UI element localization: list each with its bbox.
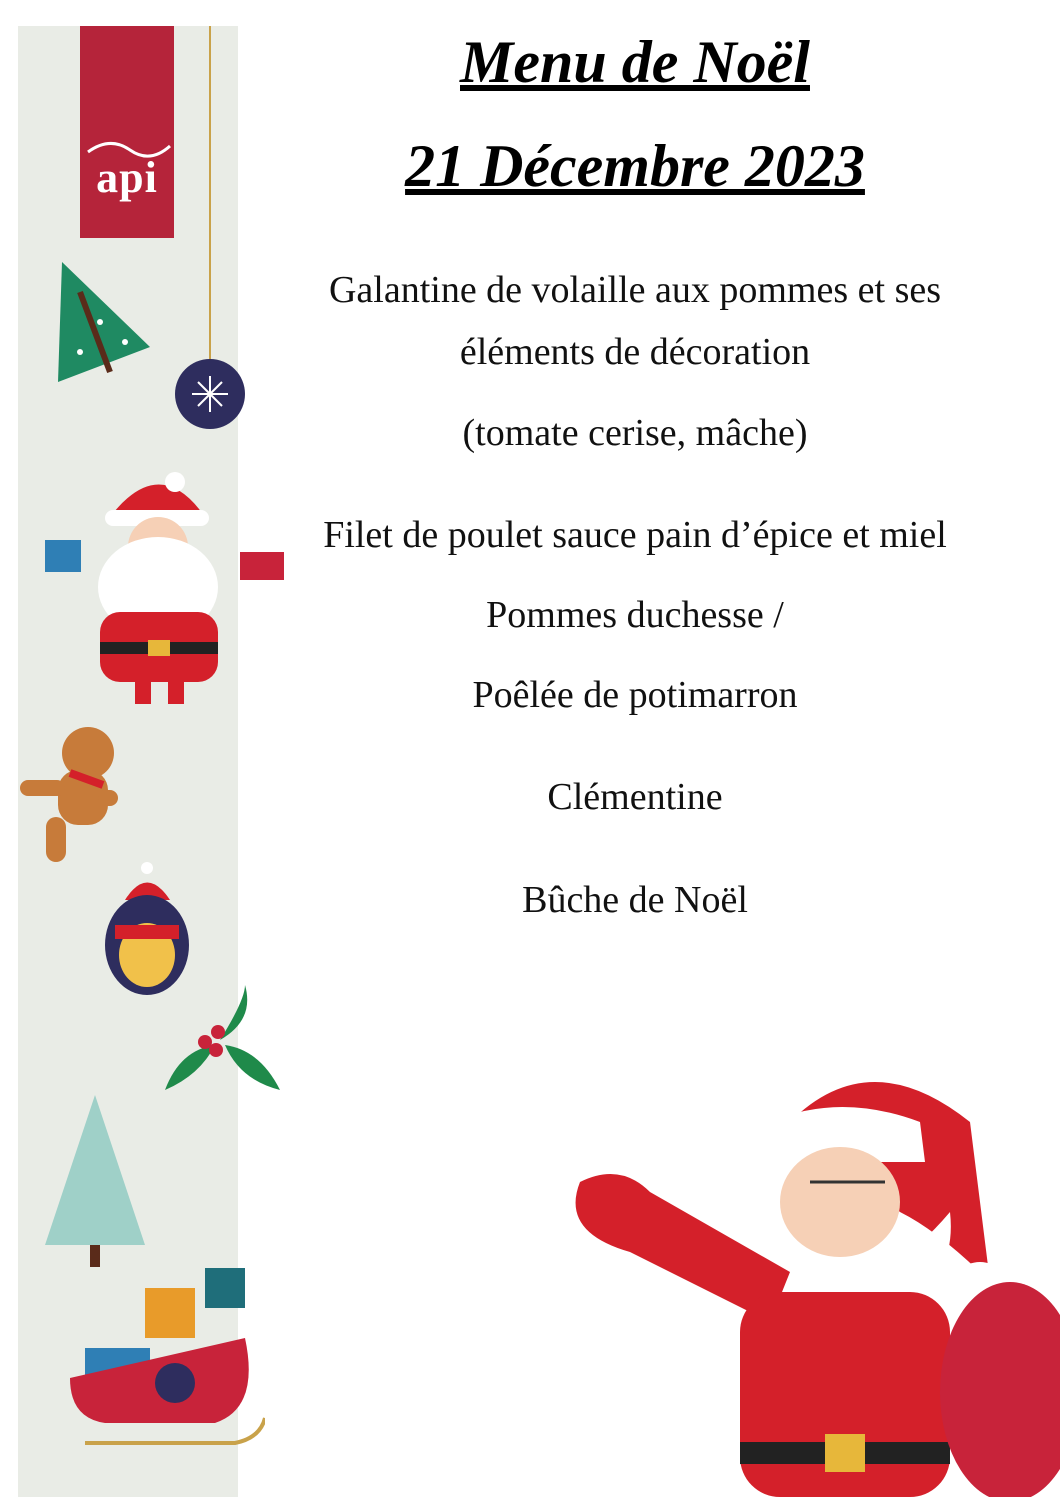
menu-item-starter-line1: Galantine de volaille aux pommes et ses (328, 269, 942, 311)
menu-item-fruit: Clémentine (547, 776, 723, 818)
sleigh-icon (65, 1258, 265, 1468)
api-logo (80, 26, 174, 238)
ornament-icon (170, 26, 250, 436)
menu-item-main: Filet de poulet sauce pain d’épice et miel (323, 514, 947, 556)
menu-title: Menu de Noël (460, 29, 810, 95)
christmas-tree-icon (40, 1095, 150, 1270)
logo-text: api (96, 153, 158, 202)
holly-icon (160, 980, 285, 1100)
menu-item-starter-line2: éléments de décoration (459, 331, 811, 373)
santa-icon (540, 1062, 1060, 1497)
menu-item-dessert: Bûche de Noël (522, 879, 748, 921)
penguin-icon (100, 860, 195, 1000)
menu-item-side1: Pommes duchesse / (486, 594, 784, 636)
menu-item-starter-note: (tomate cerise, mâche) (462, 412, 808, 454)
santa-icon (40, 462, 290, 712)
christmas-tree-icon (50, 262, 160, 387)
gingerbread-icon (18, 725, 118, 865)
menu-item-side2: Poêlée de potimarron (472, 674, 798, 716)
menu-date: 21 Décembre 2023 (405, 133, 865, 199)
